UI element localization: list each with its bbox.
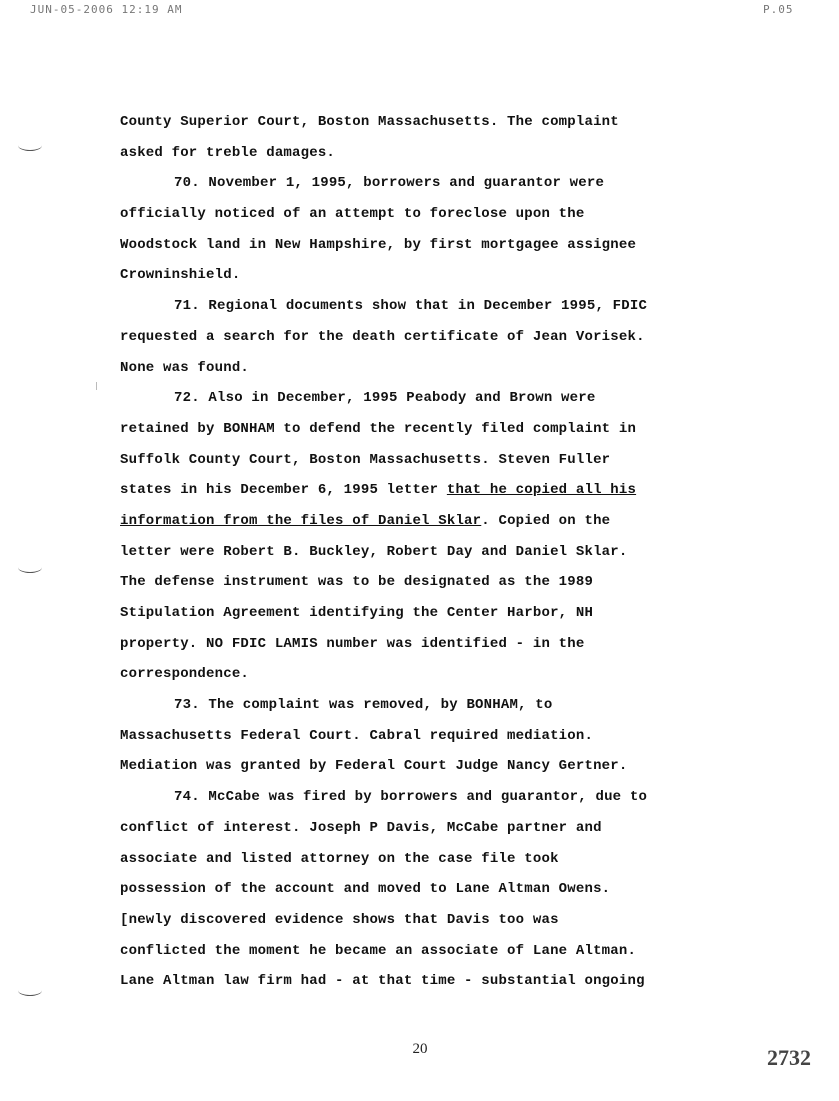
text-line (120, 813, 720, 844)
line-text: requested a search for the death certificate of Jean Vorisek. (120, 328, 645, 345)
line-text: correspondence. (120, 666, 250, 683)
line-text: conflicted the moment he became an associate of Lane Altman. (120, 942, 637, 959)
punch-mark (18, 140, 42, 151)
text-line (120, 721, 720, 752)
fax-header (0, 3, 839, 17)
line-text: Stipulation Agreement identifying the Center Harbor, NH (120, 605, 594, 621)
line-text: Mediation was granted by Federal Court Judge Nancy Gertner. (120, 758, 628, 775)
line-text: 71. Regional documents show that in December 1995, FDIC (174, 298, 648, 315)
line-text: letter were Robert B. Buckley, Robert Day and Daniel Sklar. (120, 543, 628, 560)
underlined-text: that he copied all his (446, 482, 637, 499)
text-line (120, 506, 720, 537)
line-text: The defense instrument was to be designated as the 1989 (120, 574, 594, 591)
text-line (120, 107, 720, 138)
punch-mark (18, 985, 42, 996)
line-text: Woodstock land in New Hampshire, by first mortgagee assignee (120, 236, 637, 253)
text-line (120, 905, 720, 936)
text-line (120, 475, 720, 506)
text-line (120, 353, 720, 384)
line-text: [newly discovered evidence shows that Davis too was (120, 911, 559, 928)
text-line (120, 168, 720, 199)
line-text: 74. McCabe was fired by borrowers and guarantor, due to (174, 789, 648, 806)
line-text: Massachusetts Federal Court. Cabral required mediation. (120, 727, 594, 744)
text-line (120, 138, 720, 169)
text-line (120, 291, 720, 322)
line-text: retained by BONHAM to defend the recently filed complaint in (120, 420, 637, 437)
line-text: Lane Altman law firm had - at that time - substantial ongoing (120, 973, 645, 990)
underlined-text: information from the files of Daniel Sklar (120, 512, 482, 529)
text-line (120, 659, 720, 690)
text-line (120, 383, 720, 414)
line-text: property. NO FDIC LAMIS number was identified - in the (120, 635, 585, 652)
margin-mark (96, 382, 97, 390)
text-line (120, 322, 720, 353)
text-line (120, 782, 720, 813)
line-text: officially noticed of an attempt to foreclose upon the (120, 206, 585, 223)
text-line (120, 751, 720, 782)
line-text-tail: . Copied on the (481, 512, 611, 529)
text-line (120, 230, 720, 261)
text-line (120, 567, 720, 598)
text-line (120, 445, 720, 476)
document-body (120, 107, 720, 997)
text-line (120, 690, 720, 721)
line-text: conflict of interest. Joseph P Davis, McCabe partner and (120, 819, 602, 836)
line-text: 73. The complaint was removed, by BONHAM, to (174, 697, 553, 714)
line-text: states in his December 6, 1995 letter (120, 482, 447, 499)
text-line (120, 199, 720, 230)
text-line (120, 629, 720, 660)
bates-stamp: 2732 (767, 1045, 811, 1070)
line-text: 70. November 1, 1995, borrowers and guarantor were (174, 175, 605, 192)
text-line (120, 966, 720, 997)
line-text: possession of the account and moved to Lane Altman Owens. (120, 881, 611, 898)
text-line (120, 260, 720, 291)
line-text: asked for treble damages. (120, 144, 336, 161)
text-line (120, 874, 720, 905)
fax-timestamp: JUN-05-2006 12:19 AM (30, 3, 183, 16)
line-text: associate and listed attorney on the case file took (120, 850, 559, 867)
text-line (120, 844, 720, 875)
punch-mark (18, 562, 42, 573)
text-line (120, 414, 720, 445)
line-text: Crowninshield. (120, 267, 241, 284)
fax-page-marker: P.05 (763, 3, 794, 16)
text-line (120, 537, 720, 568)
line-text: None was found. (120, 359, 250, 376)
text-line (120, 936, 720, 967)
line-text: Suffolk County Court, Boston Massachusetts. Steven Fuller (120, 451, 611, 468)
text-line (120, 598, 720, 629)
line-text: 72. Also in December, 1995 Peabody and Brown were (174, 390, 596, 407)
page-number: 20 (412, 1041, 428, 1057)
line-text: County Superior Court, Boston Massachusetts. The complaint (120, 114, 619, 130)
